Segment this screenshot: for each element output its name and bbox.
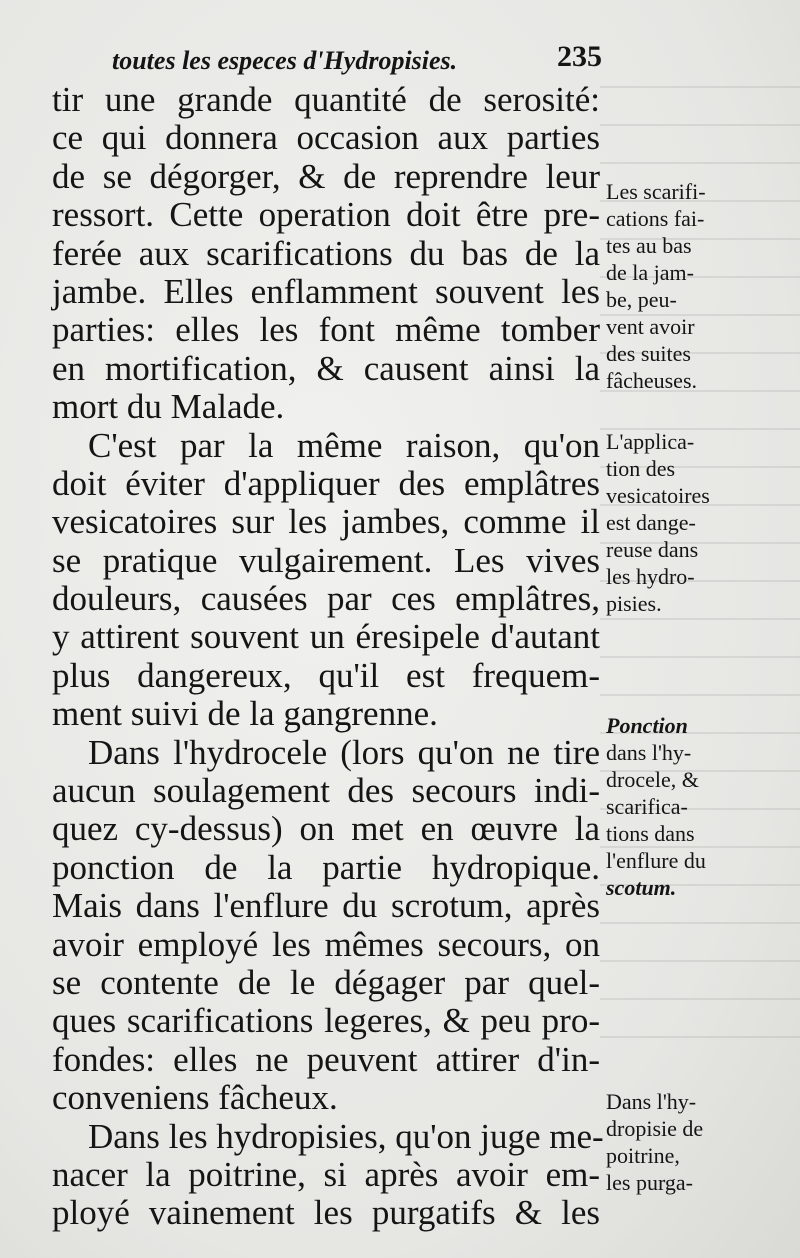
note-line: Dans l'hy- [606, 1089, 697, 1114]
running-header [112, 40, 602, 80]
note-line: vent avoir [606, 314, 695, 339]
paragraph-1 [52, 81, 600, 427]
text-line: se pratique vulgairement. Les vives [52, 540, 600, 580]
note-line: tions dans [606, 821, 695, 846]
text-line: douleurs, causées par ces emplâtres, [52, 579, 600, 619]
text-line: quez cy-dessus) on met en œuvre la [52, 809, 600, 849]
note-line: cations fai- [606, 206, 705, 231]
text-line: mort du Malade. [52, 387, 285, 427]
text-line: en mortification, & causent ainsi la [52, 348, 600, 388]
note-line: scotum. [606, 875, 677, 900]
margin-note-ponction [606, 712, 746, 901]
note-line: les hydro- [606, 564, 695, 589]
note-line: be, peu- [606, 287, 677, 312]
text-line: fondes: elles ne peuvent attirer d'in- [52, 1039, 600, 1079]
text-line: ferée aux scarifications du bas de la [52, 233, 600, 273]
note-line: L'applica- [606, 429, 695, 454]
text-line: se contente de le dégager par quel- [52, 962, 600, 1002]
note-line: les purga- [606, 1170, 693, 1195]
text-line: tir une grande quantité de serosité: [52, 80, 600, 119]
note-line: est dange- [606, 510, 696, 535]
note-line: reuse dans [606, 537, 699, 562]
note-line: l'enflure du [606, 848, 706, 873]
note-line: tes au bas [606, 233, 692, 258]
text-line: Dans l'hydrocele (lors qu'on ne tire [88, 732, 600, 772]
paragraph-4 [52, 1116, 604, 1233]
paragraph-3 [52, 734, 600, 1118]
text-line: ressort. Cette operation doit être pre- [52, 195, 600, 235]
text-line: nacer la poitrine, si après avoir em- [52, 1154, 600, 1194]
main-text [52, 80, 604, 1233]
note-line: vesicatoires [606, 483, 710, 508]
margin-note-poitrine [606, 1088, 746, 1196]
text-line: Dans les hydropisies, qu'on juge me- [88, 1116, 604, 1156]
note-line: de la jam- [606, 260, 694, 285]
note-line: drocele, & [606, 767, 699, 792]
note-line: poitrine, [606, 1143, 680, 1168]
text-line: de se dégorger, & de reprendre leur [52, 156, 600, 196]
note-line: Ponction [606, 713, 688, 738]
text-line: ques scarifications legeres, & peu pro- [52, 1001, 600, 1041]
text-line: y attirent souvent un éresipele d'autant [52, 617, 600, 657]
note-line: dropisie de [606, 1116, 704, 1141]
text-line: avoir employé les mêmes secours, on [52, 924, 600, 964]
margin-note-vesicatoires [606, 428, 746, 617]
note-line: scarifica- [606, 794, 688, 819]
note-line: Les scarifi- [606, 179, 706, 204]
text-line: Mais dans l'enflure du scrotum, après [52, 886, 600, 926]
note-line: tion des [606, 456, 676, 481]
text-line: plus dangereux, qu'il est frequem- [52, 655, 600, 695]
text-line: ponction de la partie hydropique. [52, 847, 600, 887]
margin-note-scarifications [606, 178, 746, 394]
text-line: vesicatoires sur les jambes, comme il [52, 502, 600, 542]
text-line: aucun soulagement des secours indi- [52, 771, 600, 811]
text-line: doit éviter d'appliquer des emplâtres [52, 463, 600, 503]
note-line: des suites [606, 341, 691, 366]
paragraph-2 [52, 427, 600, 734]
text-line: conveniens fâcheux. [52, 1078, 338, 1118]
note-line: dans l'hy- [606, 740, 692, 765]
note-line: fâcheuses. [606, 368, 698, 393]
page-number: 235 [557, 40, 602, 73]
text-line: parties: elles les font même tomber [52, 310, 600, 350]
text-line: ployé vainement les purgatifs & les [52, 1193, 600, 1233]
note-line: pisies. [606, 591, 662, 616]
text-line: ment suivi de la gangrenne. [52, 694, 438, 734]
text-line: jambe. Elles enflamment souvent les [52, 271, 600, 311]
running-title: toutes les especes d'Hydropisies. [112, 46, 458, 75]
text-line: ce qui donnera occasion aux parties [52, 118, 600, 158]
text-line: C'est par la même raison, qu'on [88, 425, 600, 465]
